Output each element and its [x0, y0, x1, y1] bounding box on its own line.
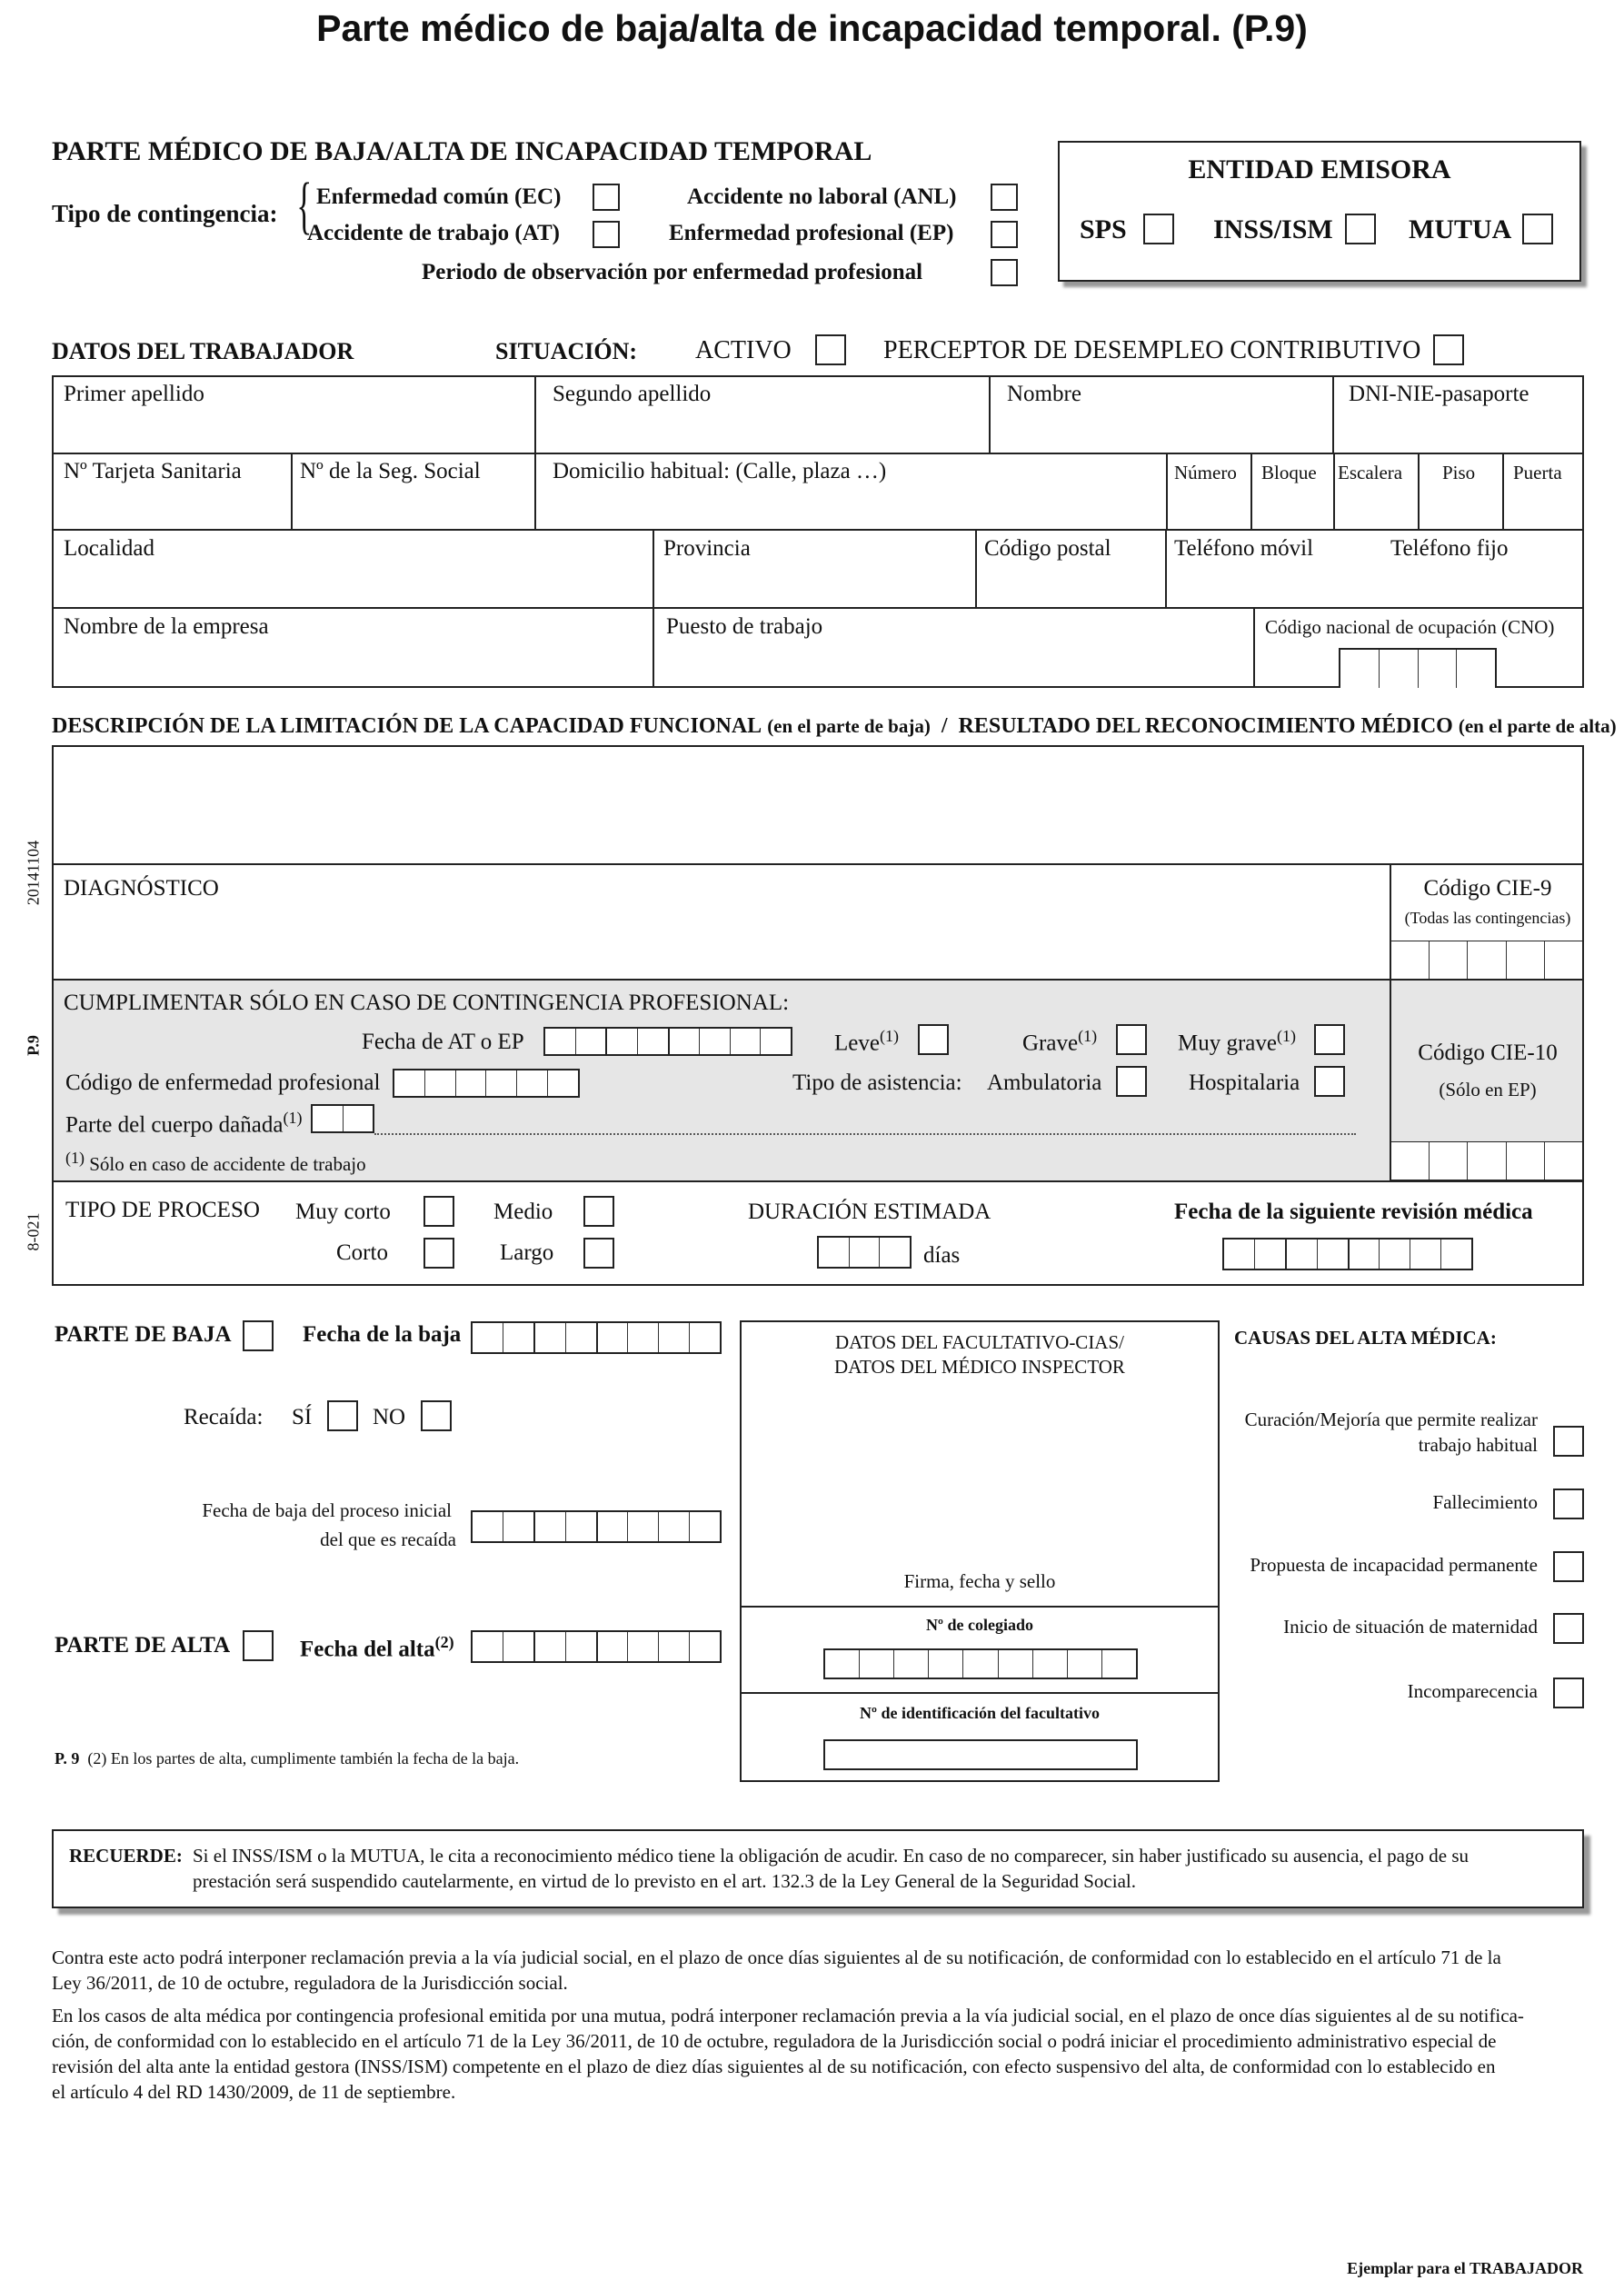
field-number[interactable]: Número — [1174, 462, 1237, 483]
contingency-obs-checkbox[interactable] — [991, 259, 1018, 286]
field-cno-label: Código nacional de ocupación (CNO) — [1265, 616, 1555, 638]
prof-title: CUMPLIMENTAR SÓLO EN CASO DE CONTINGENCIA PROFESIONAL: — [64, 991, 790, 1015]
contingency-ec-checkbox[interactable] — [593, 184, 620, 211]
at-date-cells[interactable] — [543, 1027, 792, 1056]
maternity-checkbox[interactable] — [1553, 1613, 1584, 1644]
muy-grave-sup: (1) — [1277, 1027, 1296, 1045]
field-dni[interactable]: DNI-NIE-pasaporte — [1349, 382, 1529, 406]
contingency-ep-label: Enfermedad profesional (EP) — [669, 221, 954, 245]
ambulatory-label: Ambulatoria — [987, 1070, 1102, 1095]
legal-p1-line2: Ley 36/2011, de 10 de octubre, reguladora de la Jurisdicción social. — [52, 1972, 568, 1994]
hospital-label: Hospitalaria — [1189, 1070, 1300, 1095]
description-a: DESCRIPCIÓN DE LA LIMITACIÓN DE LA CAPACIDAD FUNCIONAL — [52, 714, 762, 738]
death-checkbox[interactable] — [1553, 1488, 1584, 1519]
field-landline[interactable]: Teléfono fijo — [1390, 536, 1509, 561]
cie9-note: (Todas las contingencias) — [1404, 909, 1571, 927]
legal-p2-line3: revisión del alta ante la entidad gestora (INSS/ISM) competente en el plazo de diez días siguientes al de su notificación, con efecto suspensivo del alta, de conformidad con lo establecido en — [52, 2056, 1496, 2077]
muy-grave-label — [1178, 1027, 1296, 1056]
death-label: Fallecimiento — [1432, 1491, 1538, 1513]
legal-p1-line1: Contra este acto podrá interponer reclamación previa a la vía judicial social, en el plazo de once días siguientes al de su notificación, de conformidad con lo establecido en el artículo 71 de la — [52, 1946, 1501, 1968]
medium-checkbox[interactable] — [583, 1196, 614, 1227]
active-label: ACTIVO — [695, 336, 792, 364]
contingency-ep-checkbox[interactable] — [991, 221, 1018, 248]
absence-checkbox[interactable] — [1553, 1678, 1584, 1708]
grave-sup: (1) — [1078, 1027, 1098, 1045]
initial-date-label-1: Fecha de baja del proceso inicial — [202, 1499, 452, 1521]
ambulatory-checkbox[interactable] — [1116, 1066, 1147, 1097]
entity-sps-checkbox[interactable] — [1143, 214, 1174, 244]
footnote1-mark: (1) — [65, 1149, 85, 1167]
alta-date-label — [300, 1633, 454, 1662]
reminder-line-1: Si el INSS/ISM o la MUTUA, le cita a reconocimiento médico tiene la obligación de acudir. En caso de no comparecer, sin haber justificado su ausencia, el pago de su — [193, 1845, 1469, 1867]
description-a-note: (en el parte de baja) — [767, 715, 931, 737]
long-checkbox[interactable] — [583, 1238, 614, 1269]
footnote1 — [65, 1149, 366, 1176]
cie10-label: Código CIE-10 — [1418, 1040, 1558, 1065]
duration-label: DURACIÓN ESTIMADA — [748, 1200, 991, 1224]
cie9-label: Código CIE-9 — [1423, 876, 1552, 901]
active-checkbox[interactable] — [815, 334, 846, 365]
hospital-checkbox[interactable] — [1314, 1066, 1345, 1097]
leve-label — [834, 1027, 899, 1056]
permanent-label: Propuesta de incapacidad permanente — [1250, 1554, 1538, 1576]
muy-grave-text: Muy grave — [1178, 1030, 1277, 1056]
collegiate-cells[interactable] — [823, 1648, 1138, 1679]
muy-grave-checkbox[interactable] — [1314, 1024, 1345, 1055]
worker-table — [52, 375, 1584, 688]
description-heading — [52, 714, 1617, 739]
cie10-cells[interactable] — [1390, 1141, 1584, 1181]
description-b: RESULTADO DEL RECONOCIMIENTO MÉDICO — [958, 714, 1453, 738]
next-review-label: Fecha de la siguiente revisión médica — [1174, 1200, 1533, 1224]
relapse-no-checkbox[interactable] — [421, 1400, 452, 1431]
field-door[interactable]: Puerta — [1513, 462, 1562, 483]
discharge-title: CAUSAS DEL ALTA MÉDICA: — [1234, 1327, 1497, 1349]
cie9-cells[interactable] — [1390, 941, 1584, 981]
cno-cells[interactable] — [1339, 648, 1497, 688]
baja-checkbox[interactable] — [243, 1320, 274, 1351]
footnote1-text: Sólo en caso de accidente de trabajo — [89, 1153, 366, 1175]
contingency-obs-label: Periodo de observación por enfermedad profesional — [422, 260, 923, 284]
contingency-anl-label: Accidente no laboral (ANL) — [687, 184, 957, 209]
medium-label: Medio — [493, 1200, 553, 1224]
field-company[interactable]: Nombre de la empresa — [64, 614, 269, 639]
duration-cells[interactable] — [817, 1236, 912, 1269]
side-code-b: P.9 — [24, 1035, 43, 1056]
collegiate-label: Nº de colegiado — [926, 1616, 1033, 1634]
baja-label: PARTE DE BAJA — [55, 1322, 232, 1347]
legal-p2-line1: En los casos de alta médica por contingencia profesional emitida por una mutua, podrá interponer reclamación previa a la vía judicial social, en el plazo de once días siguientes al de su notifica- — [52, 2005, 1524, 2026]
unemployed-label: PERCEPTOR DE DESEMPLEO CONTRIBUTIVO — [883, 336, 1421, 364]
identification-field[interactable] — [823, 1739, 1138, 1770]
entity-inss-label: INSS/ISM — [1213, 214, 1333, 244]
field-mobile[interactable]: Teléfono móvil — [1174, 536, 1314, 561]
footnote2-code: P. 9 — [55, 1749, 80, 1767]
unemployed-checkbox[interactable] — [1433, 334, 1464, 365]
form-title: PARTE MÉDICO DE BAJA/ALTA DE INCAPACIDAD TEMPORAL — [52, 136, 872, 166]
contingency-ec-label: Enfermedad común (EC) — [316, 184, 562, 209]
absence-label: Incomparecencia — [1407, 1680, 1538, 1702]
contingency-at-label: Accidente de trabajo (AT) — [307, 221, 560, 245]
grave-label — [1022, 1027, 1097, 1056]
very-short-checkbox[interactable] — [423, 1196, 454, 1227]
doctor-title-2: DATOS DEL MÉDICO INSPECTOR — [834, 1356, 1125, 1378]
field-province[interactable]: Provincia — [663, 536, 751, 561]
field-ss-number[interactable]: Nº de la Seg. Social — [300, 459, 481, 483]
alta-date-text: Fecha del alta — [300, 1637, 435, 1662]
side-code-c: 8-021 — [24, 1212, 43, 1251]
body-part-cells[interactable] — [311, 1104, 374, 1133]
signature-label: Firma, fecha y sello — [903, 1570, 1056, 1592]
footnote2-text: (2) En los partes de alta, cumplimente también la fecha de la baja. — [87, 1749, 520, 1767]
maternity-label: Inicio de situación de maternidad — [1283, 1616, 1538, 1638]
doctor-title-1: DATOS DEL FACULTATIVO-CIAS/ — [834, 1331, 1124, 1353]
long-label: Largo — [500, 1240, 554, 1265]
entity-inss-checkbox[interactable] — [1345, 214, 1376, 244]
worker-section-title: DATOS DEL TRABAJADOR — [52, 338, 354, 364]
alta-checkbox[interactable] — [243, 1630, 274, 1661]
cure-checkbox[interactable] — [1553, 1426, 1584, 1457]
reminder-label: RECUERDE: — [69, 1845, 183, 1867]
initial-date-cells[interactable] — [471, 1510, 722, 1543]
relapse-yes-label: SÍ — [292, 1405, 313, 1429]
description-area[interactable] — [54, 747, 1582, 863]
field-postal[interactable]: Código postal — [984, 536, 1111, 561]
alta-label: PARTE DE ALTA — [55, 1633, 231, 1658]
assistance-label: Tipo de asistencia: — [792, 1070, 962, 1095]
baja-date-label: Fecha de la baja — [303, 1322, 462, 1347]
contingency-anl-checkbox[interactable] — [991, 184, 1018, 211]
relapse-no-label: NO — [373, 1405, 406, 1429]
grave-checkbox[interactable] — [1116, 1024, 1147, 1055]
field-locality[interactable]: Localidad — [64, 536, 154, 561]
copy-for-label: Ejemplar para el TRABAJADOR — [1347, 2259, 1583, 2277]
entity-mutua-checkbox[interactable] — [1522, 214, 1553, 244]
body-part-label — [65, 1109, 302, 1138]
page-title: Parte médico de baja/alta de incapacidad temporal. (P.9) — [316, 7, 1308, 49]
entity-sps-label: SPS — [1080, 214, 1127, 244]
field-name[interactable]: Nombre — [1007, 382, 1081, 406]
field-surname2[interactable]: Segundo apellido — [553, 382, 712, 406]
body-part-text: Parte del cuerpo dañada — [65, 1112, 284, 1138]
cure-label-2: trabajo habitual — [1418, 1434, 1538, 1456]
days-label: días — [923, 1243, 961, 1268]
contingency-label: Tipo de contingencia: — [52, 200, 278, 227]
issuing-entity-title: ENTIDAD EMISORA — [1188, 154, 1451, 184]
description-b-note: (en el parte de alta) — [1458, 715, 1617, 737]
situation-label: SITUACIÓN: — [495, 338, 638, 364]
entity-mutua-label: MUTUA — [1409, 214, 1512, 244]
field-block[interactable]: Bloque — [1261, 462, 1317, 483]
field-address[interactable]: Domicilio habitual: (Calle, plaza …) — [553, 459, 887, 483]
initial-date-label-2: del que es recaída — [320, 1528, 456, 1550]
next-review-cells[interactable] — [1222, 1238, 1473, 1270]
description-slash: / — [941, 714, 948, 738]
reminder-box — [52, 1829, 1584, 1908]
grave-text: Grave — [1022, 1030, 1079, 1056]
field-floor[interactable]: Piso — [1442, 462, 1476, 483]
field-health-card[interactable]: Nº Tarjeta Sanitaria — [64, 459, 242, 483]
field-stair[interactable]: Escalera — [1338, 462, 1403, 483]
alta-date-sup: (2) — [434, 1633, 454, 1651]
side-code-a: 20141104 — [24, 840, 43, 906]
identification-label: Nº de identificación del facultativo — [860, 1704, 1100, 1722]
relapse-label: Recaída: — [184, 1405, 264, 1429]
field-surname1[interactable]: Primer apellido — [64, 382, 204, 406]
contingency-brace: { — [296, 171, 313, 241]
permanent-checkbox[interactable] — [1553, 1551, 1584, 1582]
legal-p2-line2: ción, de conformidad con lo establecido en el artículo 71 de la Ley 36/2011, de 10 de octubre, reguladora de la Jurisdicción social o podrá iniciar el procedimiento administrativo especial de — [52, 2030, 1497, 2052]
baja-date-cells[interactable] — [471, 1321, 722, 1354]
short-checkbox[interactable] — [423, 1238, 454, 1269]
body-part-sup: (1) — [283, 1109, 303, 1127]
leve-text: Leve — [834, 1030, 880, 1056]
field-job[interactable]: Puesto de trabajo — [666, 614, 823, 639]
relapse-yes-checkbox[interactable] — [327, 1400, 358, 1431]
leve-sup: (1) — [879, 1027, 899, 1045]
alta-date-cells[interactable] — [471, 1630, 722, 1663]
reminder-line-2: prestación será suspendido cautelarmente, en virtud de lo previsto en el art. 132.3 de la Ley General de la Seguridad Social. — [193, 1870, 1136, 1892]
cure-label-1: Curación/Mejoría que permite realizar — [1244, 1409, 1538, 1430]
process-type-label: TIPO DE PROCESO — [65, 1198, 260, 1222]
very-short-label: Muy corto — [295, 1200, 391, 1224]
prof-code-cells[interactable] — [393, 1069, 580, 1098]
legal-p2-line4: el artículo 4 del RD 1430/2009, de 11 de septiembre. — [52, 2081, 456, 2103]
contingency-at-checkbox[interactable] — [593, 221, 620, 248]
leve-checkbox[interactable] — [918, 1024, 949, 1055]
diagnosis-label: DIAGNÓSTICO — [64, 876, 219, 901]
short-label: Corto — [336, 1240, 388, 1265]
at-date-label: Fecha de AT o EP — [362, 1030, 524, 1054]
cie10-note: (Sólo en EP) — [1439, 1079, 1537, 1100]
footnote2 — [55, 1749, 519, 1768]
prof-code-label: Código de enfermedad profesional — [65, 1070, 381, 1095]
